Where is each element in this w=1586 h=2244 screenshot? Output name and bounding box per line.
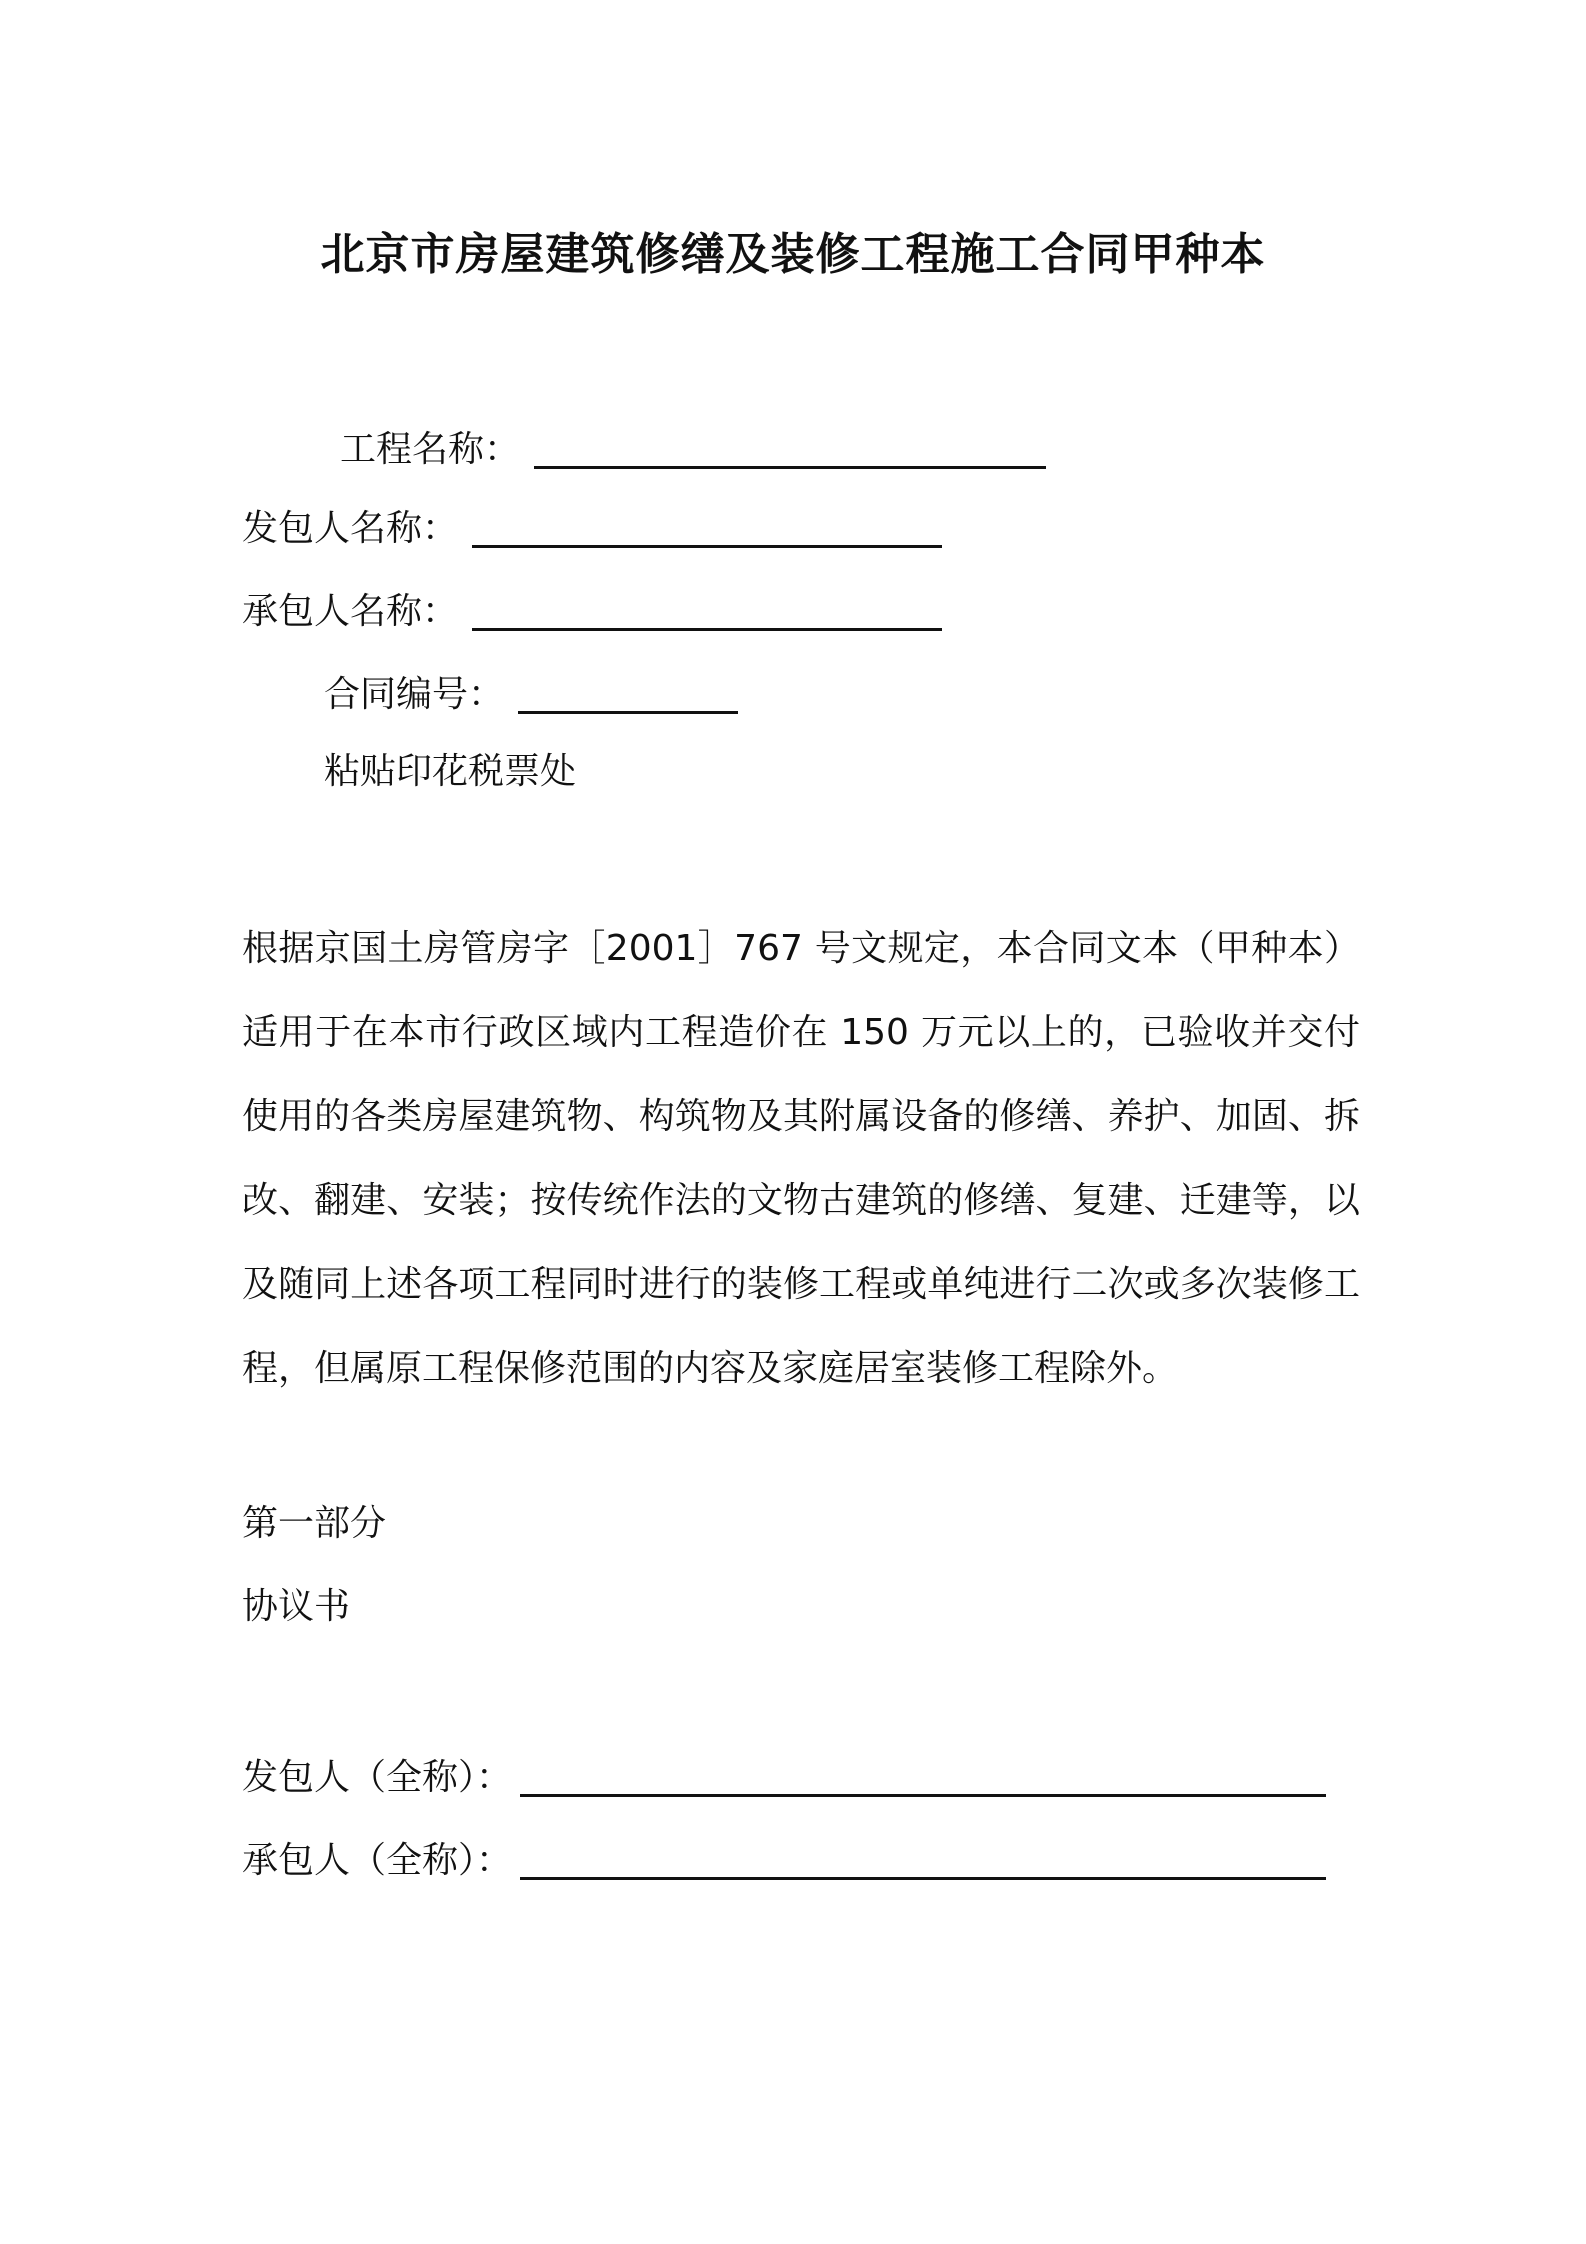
contract-no-field[interactable] [518,671,738,714]
section-heading: 协议书 [242,1586,351,1627]
contractor-full-label: 承包人（全称）： [242,1840,513,1881]
contractor-full-row [242,1829,1326,1887]
stamp-note: 粘贴印花税票处 [324,751,577,792]
part-heading: 第一部分 [242,1503,387,1544]
employer-full-label: 发包人（全称）： [242,1757,513,1798]
project-name-label: 工程名称： [340,429,521,470]
contractor-name-row [242,580,942,638]
project-name-field[interactable] [534,426,1046,469]
contractor-full-field[interactable] [520,1837,1326,1880]
document-title: 北京市房屋建筑修缮及装修工程施工合同甲种本 [320,229,1266,280]
intro-paragraph: 根据京国土房管房字［2001］767 号文规定，本合同文本（甲种本）适用于在本市行政区域内工程造价在 150 万元以上的，已验收并交付使用的各类房屋建筑物、构筑物及其附属设备的修缮、养护、加固、拆改、翻建、安装；按传统作法的文物古建筑的修缮、复建、迁建等，以及随同上述各项工程同时进行的装修工程或单纯进行二次或多次装修工程，但属原工程保修范围的内容及家庭居室装修工程除外。 [242,928,1360,1389]
contract-no-row [324,663,738,721]
contract-no-label: 合同编号： [324,674,505,715]
contractor-name-field[interactable] [472,588,942,631]
employer-name-field[interactable] [472,505,942,548]
employer-name-row [242,497,942,555]
employer-name-label: 发包人名称： [242,508,459,549]
employer-full-row [242,1746,1326,1804]
project-name-row [340,418,1046,476]
contractor-name-label: 承包人名称： [242,591,459,632]
employer-full-field[interactable] [520,1754,1326,1797]
